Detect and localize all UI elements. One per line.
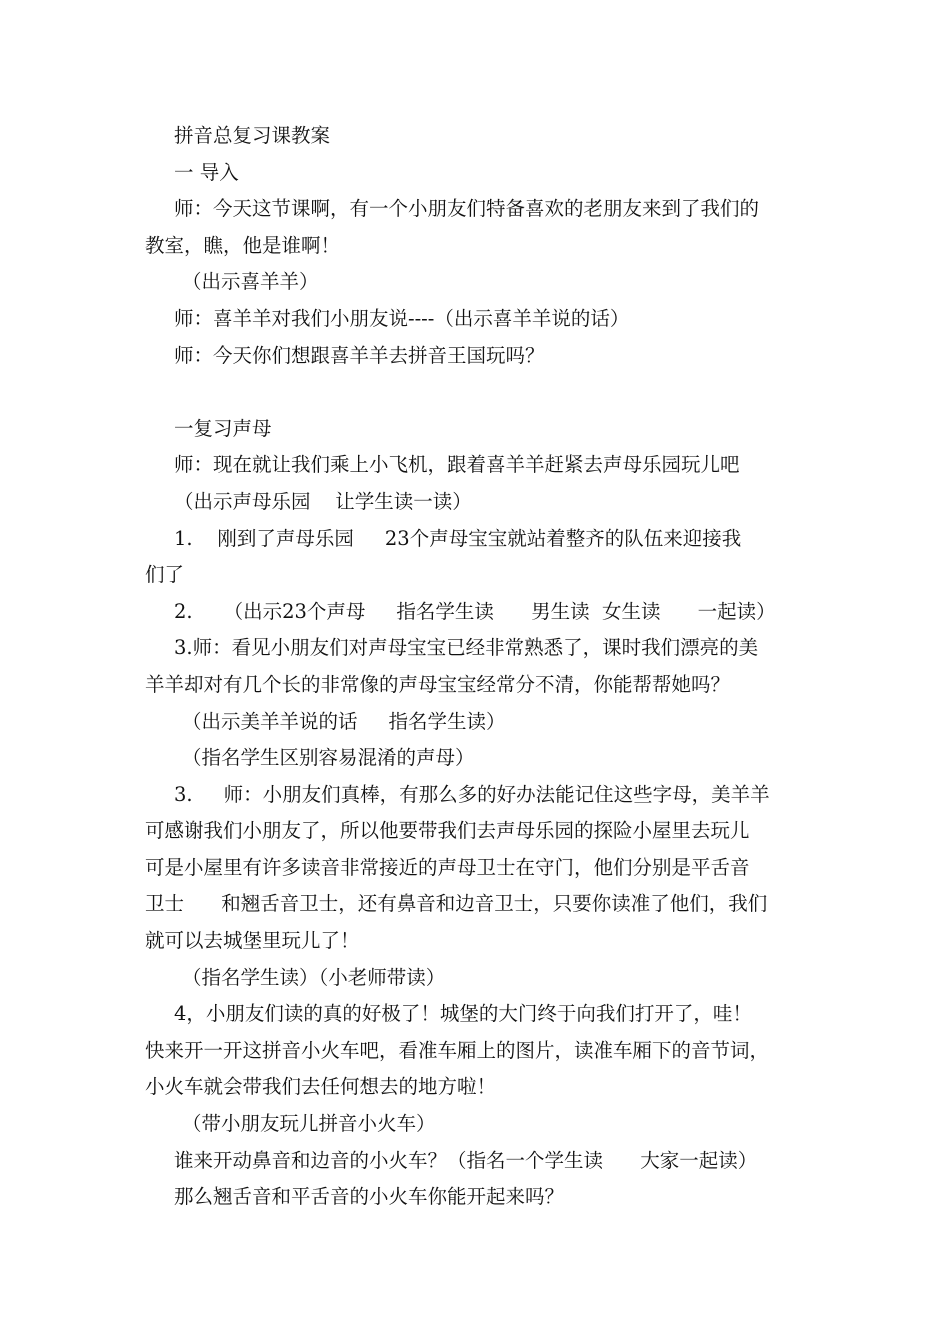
stage-direction: （指名学生读）（小老师带读）: [182, 965, 446, 989]
paragraph-line: 快来开一开这拼音小火车吧，看准车厢上的图片，读准车厢下的音节词，: [145, 1038, 770, 1062]
paragraph-line: 可感谢我们小朋友了，所以他要带我们去声母乐园的探险小屋里去玩儿: [145, 819, 750, 843]
paragraph-line: 师：现在就让我们乘上小飞机，跟着喜羊羊赶紧去声母乐园玩儿吧: [174, 453, 740, 477]
paragraph-line: 们了: [145, 563, 185, 587]
paragraph-line: 可是小屋里有许多读音非常接近的声母卫士在守门，他们分别是平舌音: [145, 855, 750, 879]
paragraph-line: 羊羊却对有几个长的非常像的声母宝宝经常分不清，你能帮帮她吗？: [145, 672, 731, 696]
lesson-plan-body: [145, 118, 813, 1216]
section-heading: 一复习声母: [174, 416, 272, 440]
stage-direction: （出示声母乐园 让学生读一读）: [174, 489, 472, 513]
document-title: 拼音总复习课教案: [174, 124, 331, 147]
stage-direction: （出示美羊羊说的话 指名学生读）: [182, 709, 506, 733]
stage-direction: （出示喜羊羊）: [182, 270, 319, 294]
paragraph-line: 教室，瞧，他是谁啊！: [145, 233, 341, 257]
section-heading: 一 导入: [174, 160, 239, 184]
paragraph-line: 3. 师：小朋友们真棒，有那么多的好办法能记住这些字母，美羊羊: [174, 782, 770, 806]
paragraph-line: 就可以去城堡里玩儿了！: [145, 929, 360, 953]
paragraph-line: 小火车就会带我们去任何想去的地方啦！: [145, 1075, 497, 1099]
paragraph-line: 师：今天这节课啊，有一个小朋友们特备喜欢的老朋友来到了我们的: [174, 197, 760, 221]
paragraph-line: 3.师：看见小朋友们对声母宝宝已经非常熟悉了，课时我们漂亮的美: [174, 636, 759, 660]
paragraph-line: 1. 刚到了声母乐园 23个声母宝宝就站着整齐的队伍来迎接我: [174, 526, 742, 550]
paragraph-line: 4，小朋友们读的真的好极了！城堡的大门终于向我们打开了，哇！: [174, 1002, 752, 1026]
paragraph-line: 那么翘舌音和平舌音的小火车你能开起来吗？: [174, 1185, 565, 1209]
paragraph-line: 2. （出示23个声母 指名学生读 男生读 女生读 一起读）: [174, 599, 776, 623]
paragraph-line: 卫士 和翘舌音卫士，还有鼻音和边音卫士，只要你读准了他们，我们: [145, 892, 768, 916]
blank-line: [145, 374, 813, 411]
paragraph-line: 师：喜羊羊对我们小朋友说----（出示喜羊羊说的话）: [174, 306, 630, 330]
paragraph-line: 师：今天你们想跟喜羊羊去拼音王国玩吗？: [174, 343, 545, 367]
paragraph-line: 谁来开动鼻音和边音的小火车？（指名一个学生读 大家一起读）: [174, 1148, 758, 1172]
stage-direction: （指名学生区别容易混淆的声母）: [182, 746, 475, 770]
stage-direction: （带小朋友玩儿拼音小火车）: [182, 1112, 436, 1136]
